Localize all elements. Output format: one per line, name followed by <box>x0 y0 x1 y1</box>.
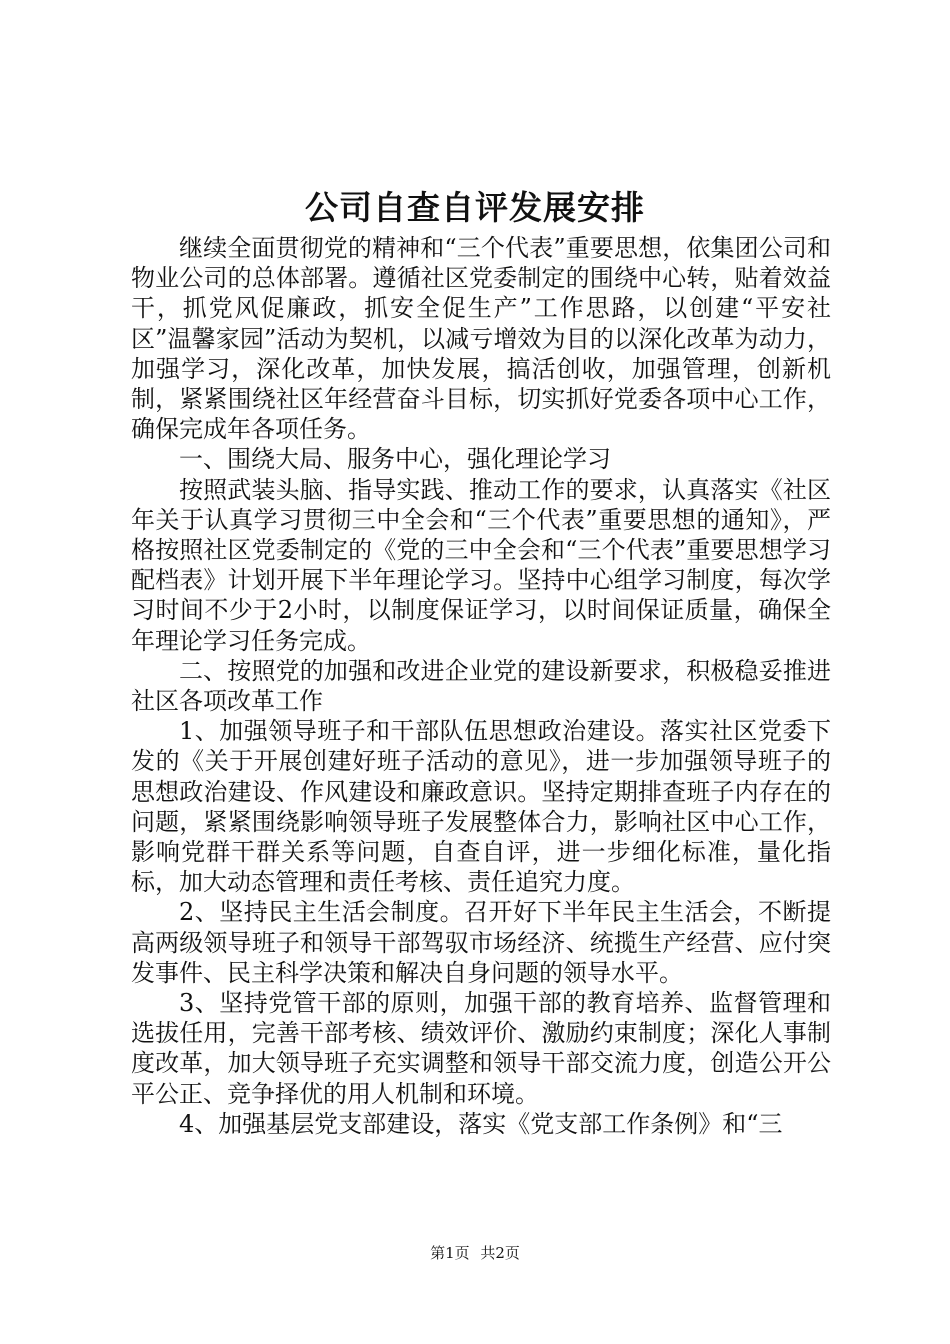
paragraph-intro: 继续全面贯彻党的精神和“三个代表”重要思想，依集团公司和物业公司的总体部署。遵循社区党委制定的围绕中心转，贴着效益干，抓党风促廉政，抓安全促生产”工作思路，以创建“平安社区”温馨家园”活动为契机，以减亏增效为目的以深化改革为动力，加强学习，深化改革，加快发展，搞活创收，加强管理，创新机制，紧紧围绕社区年经营奋斗目标，切实抓好党委各项中心工作，确保完成年各项任务。 <box>131 234 831 444</box>
page-footer <box>0 1243 950 1263</box>
heading-section-1: 一、围绕大局、服务中心，强化理论学习 <box>179 445 611 474</box>
page-total: 共2页 <box>480 1244 520 1262</box>
paragraph-item-3: 3、坚持党管干部的原则，加强干部的教育培养、监督管理和选拔任用，完善干部考核、绩效评价、激励约束制度；深化人事制度改革，加大领导班子充实调整和领导干部交流力度，创造公开公平公正、竞争择优的用人机制和环境。 <box>131 989 831 1108</box>
page-number: 第1页 <box>430 1244 470 1262</box>
heading-section-2: 二、按照党的加强和改进企业党的建设新要求，积极稳妥推进社区各项改革工作 <box>131 656 831 716</box>
document-title: 公司自查自评发展安排 <box>305 188 645 227</box>
paragraph-section-1: 按照武装头脑、指导实践、推动工作的要求，认真落实《社区年关于认真学习贯彻三中全会和“三个代表”重要思想的通知》，严格按照社区党委制定的《党的三中全会和“三个代表”重要思想学习配档表》计划开展下半年理论学习。坚持中心组学习制度，每次学习时间不少于2小时，以制度保证学习，以时间保证质量，确保全年理论学习任务完成。 <box>131 475 831 655</box>
paragraph-item-4: 4、加强基层党支部建设，落实《党支部工作条例》和“三 <box>179 1109 783 1138</box>
document-body <box>131 233 831 1139</box>
paragraph-item-2: 2、坚持民主生活会制度。召开好下半年民主生活会，不断提高两级领导班子和领导干部驾驭市场经济、统揽生产经营、应付突发事件、民主科学决策和解决自身问题的领导水平。 <box>131 898 831 987</box>
paragraph-item-1: 1、加强领导班子和干部队伍思想政治建设。落实社区党委下发的《关于开展创建好班子活动的意见》，进一步加强领导班子的思想政治建设、作风建设和廉政意识。坚持定期排查班子内存在的问题，紧紧围绕影响领导班子发展整体合力，影响社区中心工作，影响党群干群关系等问题，自查自评，进一步细化标准，量化指标，加大动态管理和责任考核、责任追究力度。 <box>131 717 831 897</box>
